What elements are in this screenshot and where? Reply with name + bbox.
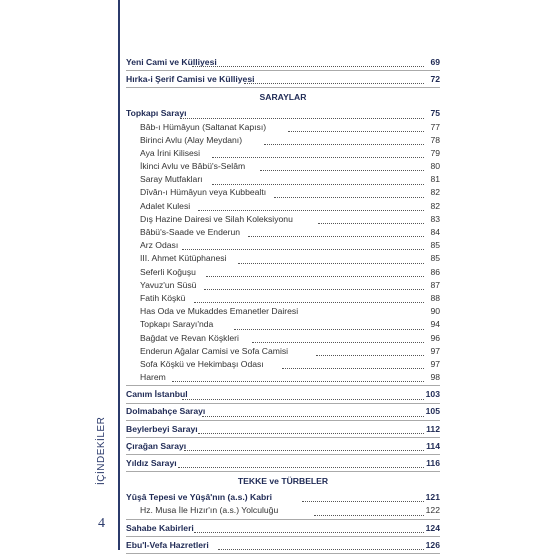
toc-entry [126,107,440,120]
separator-line [126,403,440,404]
leader-dots [314,515,424,516]
entry-title: İkinci Avlu ve Bâbü's-Selâm [140,161,246,172]
separator-line [126,519,440,520]
toc-entry [126,147,440,160]
entry-page: 78 [430,134,440,145]
entry-title: III. Ahmet Kütüphanesi [140,253,227,264]
entry-page: 112 [426,423,440,434]
leader-dots [212,184,424,185]
toc-entry [126,239,440,252]
entry-title: Canım İstanbul [126,389,188,400]
leader-dots [302,501,424,502]
toc-entry [126,358,440,371]
entry-page: 114 [426,440,440,451]
entry-page: 75 [430,108,440,119]
entry-page: 83 [430,213,440,224]
entry-title: Harem [140,372,166,383]
leader-dots [192,66,424,67]
toc-entry [126,121,440,134]
separator-line [126,385,440,386]
page-number: 4 [98,516,105,531]
entry-title: Topkapı Sarayı'nda [140,319,214,330]
separator-line [126,553,440,554]
entry-page: 85 [430,240,440,251]
section-heading-saraylar: SARAYLAR [259,92,307,103]
leader-dots [316,355,424,356]
entry-page: 72 [430,74,440,85]
toc-entry [126,371,440,384]
section-heading-tekke: TEKKE ve TÜRBELER [237,476,329,487]
leader-dots [178,467,424,468]
entry-page: 82 [430,187,440,198]
entry-title: Dîvân-ı Hümâyun veya Kubbealtı [140,187,267,198]
toc-entry [126,457,440,470]
leader-dots [244,83,424,84]
entry-page: 124 [425,522,440,533]
toc-entry [126,504,440,517]
toc-entry [126,200,440,213]
leader-dots [248,236,424,237]
entry-page: 121 [425,492,440,503]
toc-entry [126,252,440,265]
entry-page: 97 [430,345,440,356]
toc-entry [126,160,440,173]
separator-line [126,471,440,472]
leader-dots [198,210,424,211]
toc-entry [126,318,440,331]
separator-line [126,70,440,71]
toc-entry [126,539,440,552]
entry-page: 97 [430,358,440,369]
toc-entry [126,522,440,535]
entry-title: Hz. Musa İle Hızır'ın (a.s.) Yolculuğu [140,505,279,516]
entry-page: 116 [426,458,440,469]
leader-dots [182,399,424,400]
entry-page: 126 [425,539,440,550]
entry-title: Bâb-ı Hümâyun (Saltanat Kapısı) [140,121,267,132]
entry-title: Arz Odası [140,240,179,251]
leader-dots [204,289,424,290]
toc-entry [126,56,440,69]
leader-dots [202,416,424,417]
toc-entry [126,73,440,86]
entry-page: 98 [430,372,440,383]
toc-entry [126,305,440,318]
leader-dots [234,329,424,330]
leader-dots [260,170,424,171]
leader-dots [184,450,424,451]
table-of-contents [126,56,440,556]
toc-entry [126,173,440,186]
toc-entry [126,279,440,292]
entry-title: Has Oda ve Mukaddes Emanetler Dairesi [140,306,299,317]
entry-title: Yıldız Sarayı [126,458,177,469]
entry-page: 90 [430,306,440,317]
separator-line [126,87,440,88]
leader-dots [282,368,424,369]
entry-title: Hırka-i Şerif Camisi ve Külliyesi [126,74,255,85]
entry-title: Saray Mutfakları [140,174,203,185]
leader-dots [264,144,424,145]
entry-page: 86 [430,266,440,277]
entry-title: Beylerbeyi Sarayı [126,423,198,434]
separator-line [126,536,440,537]
side-margin [0,0,120,550]
leader-dots [274,197,424,198]
entry-title: Enderun Ağalar Camisi ve Sofa Camisi [140,345,289,356]
leader-dots [198,433,424,434]
entry-page: 69 [430,56,440,67]
leader-dots [318,223,424,224]
toc-entry [126,440,440,453]
entry-page: 77 [430,121,440,132]
entry-title: Yûşâ Tepesi ve Yûşâ'nın (a.s.) Kabri [126,492,272,503]
entry-title: Dolmabahçe Sarayı [126,406,206,417]
entry-page: 122 [425,505,440,516]
entry-page: 80 [430,161,440,172]
entry-title: Seferli Koğuşu [140,266,196,277]
entry-title: Bâbü's-Saade ve Enderun [140,227,241,238]
entry-title: Yeni Cami ve Külliyesi [126,56,217,67]
toc-entry [126,332,440,345]
entry-title: Fatih Köşkü [140,292,186,303]
entry-page: 82 [430,200,440,211]
entry-title: Sofa Köşkü ve Hekimbaşı Odası [140,358,264,369]
entry-page: 103 [425,389,440,400]
leader-dots [252,342,424,343]
leader-dots [194,302,424,303]
toc-entry [126,345,440,358]
entry-page: 84 [430,227,440,238]
entry-page: 81 [430,174,440,185]
entry-title: Çırağan Sarayı [126,440,187,451]
entry-page: 96 [430,332,440,343]
toc-entry [126,292,440,305]
toc-entry [126,226,440,239]
leader-dots [206,276,424,277]
separator-line [126,420,440,421]
entry-title: Adalet Kulesi [140,200,191,211]
entry-page: 79 [430,147,440,158]
separator-line [126,437,440,438]
leader-dots [288,131,424,132]
entry-title: Dış Hazine Dairesi ve Silah Koleksiyonu [140,213,293,224]
entry-title: Yavuz'un Süsü [140,279,197,290]
toc-entry [126,491,440,504]
entry-title: Sahabe Kabirleri [126,522,194,533]
entry-title: Aya İrini Kilisesi [140,147,201,158]
entry-title: Ebu'l-Vefa Hazretleri [126,539,209,550]
entry-page: 88 [430,292,440,303]
toc-entry [126,134,440,147]
leader-dots [212,157,424,158]
toc-entry [126,213,440,226]
leader-dots [238,263,424,264]
leader-dots [180,118,424,119]
leader-dots [194,532,424,533]
entry-page: 105 [425,406,440,417]
contents-vertical-label: İÇİNDEKİLER [96,416,107,485]
toc-entry [126,388,440,401]
entry-page: 85 [430,253,440,264]
vertical-rule [118,0,120,550]
entry-title: Bağdat ve Revan Köşkleri [140,332,239,343]
entry-page: 94 [430,319,440,330]
toc-entry [126,423,440,436]
toc-entry [126,406,440,419]
entry-title: Topkapı Sarayı [126,108,187,119]
entry-title: Birinci Avlu (Alay Meydanı) [140,134,243,145]
separator-line [126,454,440,455]
leader-dots [172,381,424,382]
toc-entry [126,187,440,200]
toc-entry [126,266,440,279]
leader-dots [182,249,424,250]
entry-page: 87 [430,279,440,290]
